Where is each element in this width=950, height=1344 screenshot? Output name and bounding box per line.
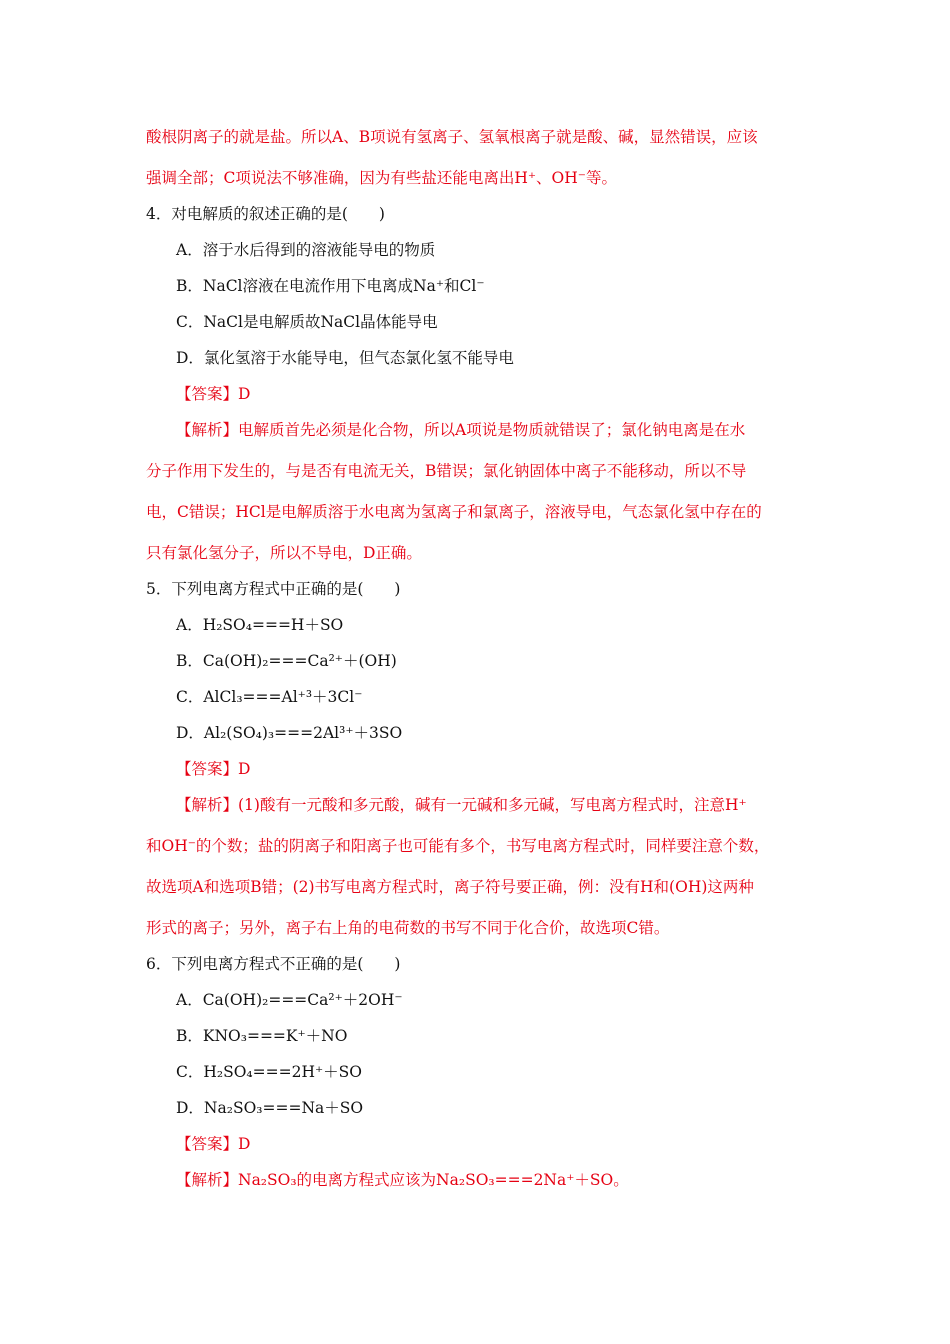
option-c: C．H₂SO₄===2H⁺＋SO: [176, 1063, 362, 1081]
question-4-stem: 4．对电解质的叙述正确的是( ): [146, 205, 385, 223]
analysis-line: 酸根阴离子的就是盐。所以A、B项说有氢离子、氢氧根离子就是酸、碱，显然错误，应该: [146, 128, 758, 146]
option-b: B．NaCl溶液在电流作用下电离成Na⁺和Cl⁻: [176, 277, 485, 295]
answer: 【答案】D: [176, 385, 251, 403]
option-b: B．KNO₃===K⁺＋NO: [176, 1027, 348, 1045]
option-a: A．溶于水后得到的溶液能导电的物质: [176, 241, 436, 259]
analysis-line: 和OH⁻的个数；盐的阴离子和阳离子也可能有多个，书写电离方程式时，同样要注意个数，: [146, 837, 770, 855]
analysis-line: 【解析】电解质首先必须是化合物，所以A项说是物质就错误了；氯化钠电离是在水: [176, 421, 746, 439]
analysis-line: 分子作用下发生的，与是否有电流无关，B错误；氯化钠固体中离子不能移动，所以不导: [146, 462, 747, 480]
answer: 【答案】D: [176, 760, 251, 778]
analysis-line: 电，C错误；HCl是电解质溶于水电离为氢离子和氯离子，溶液导电，气态氯化氢中存在的: [146, 503, 762, 521]
option-c: C．AlCl₃===Al⁺³＋3Cl⁻: [176, 688, 363, 706]
option-d: D．Al₂(SO₄)₃===2Al³⁺＋3SO: [176, 724, 403, 742]
question-5-stem: 5．下列电离方程式中正确的是( ): [146, 580, 401, 598]
question-6-stem: 6．下列电离方程式不正确的是( ): [146, 955, 401, 973]
option-d: D．Na₂SO₃===Na＋SO: [176, 1099, 364, 1117]
option-a: A．H₂SO₄===H＋SO: [176, 616, 344, 634]
analysis-line: 【解析】(1)酸有一元酸和多元酸，碱有一元碱和多元碱，写电离方程式时，注意H⁺: [176, 796, 747, 814]
analysis-line: 强调全部；C项说法不够准确，因为有些盐还能电离出H⁺、OH⁻等。: [146, 169, 617, 187]
analysis-line: 故选项A和选项B错；(2)书写电离方程式时，离子符号要正确，例：没有H和(OH)这两种: [146, 878, 754, 896]
option-a: A．Ca(OH)₂===Ca²⁺＋2OH⁻: [176, 991, 403, 1009]
option-c: C．NaCl是电解质故NaCl晶体能导电: [176, 313, 438, 331]
analysis-line: 形式的离子；另外，离子右上角的电荷数的书写不同于化合价，故选项C错。: [146, 919, 670, 937]
analysis-line: 【解析】Na₂SO₃的电离方程式应该为Na₂SO₃===2Na⁺＋SO。: [176, 1171, 629, 1189]
answer: 【答案】D: [176, 1135, 251, 1153]
option-b: B．Ca(OH)₂===Ca²⁺＋(OH): [176, 652, 397, 670]
option-d: D．氯化氢溶于水能导电，但气态氯化氢不能导电: [176, 349, 514, 367]
analysis-line: 只有氯化氢分子，所以不导电，D正确。: [146, 544, 422, 562]
